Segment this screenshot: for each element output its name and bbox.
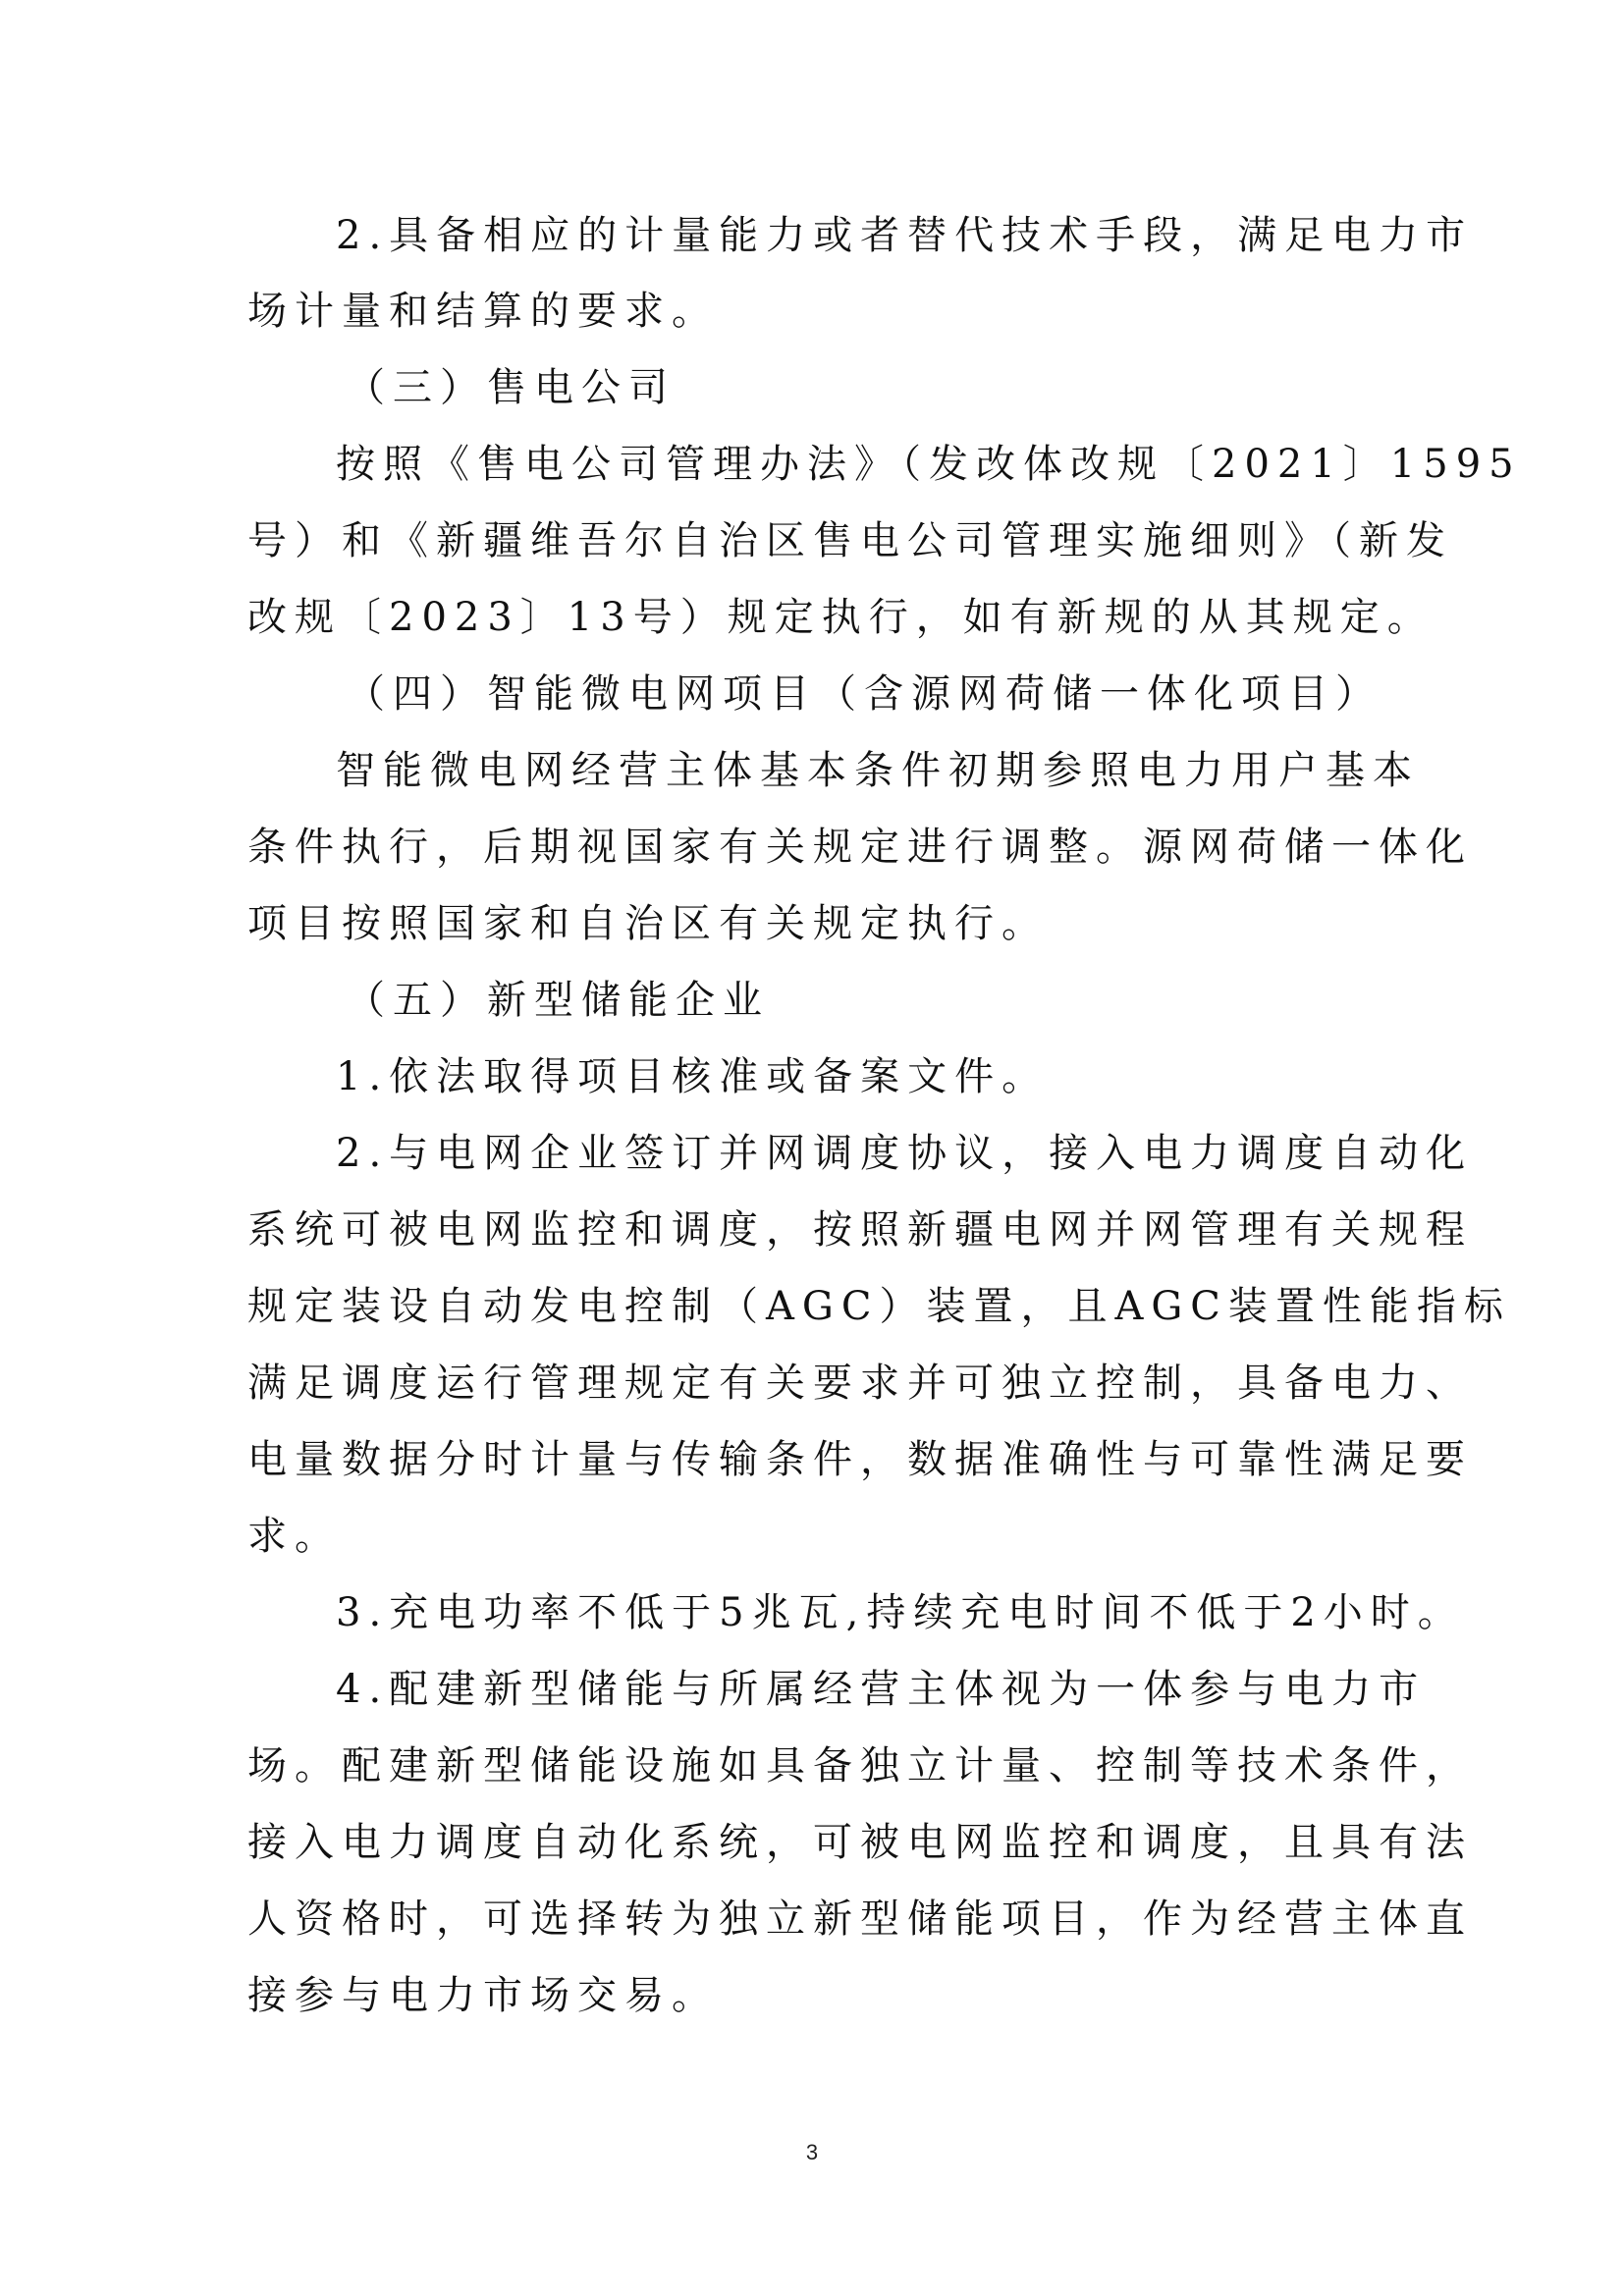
text-line: 1.依法取得项目核准或备案文件。: [336, 1054, 1050, 1099]
section-heading: （四）智能微电网项目（含源网荷储一体化项目）: [346, 671, 1382, 717]
text-line: 规定装设自动发电控制（AGC）装置，且AGC装置性能指标: [247, 1284, 1511, 1329]
text-line: 接参与电力市场交易。: [247, 1973, 719, 2018]
text-line: 2.具备相应的计量能力或者替代技术手段，满足电力市: [336, 213, 1474, 258]
text-line: 2.与电网企业签订并网调度协议，接入电力调度自动化: [336, 1131, 1474, 1176]
text-line: 人资格时，可选择转为独立新型储能项目，作为经营主体直: [247, 1896, 1473, 1942]
text-line: 满足调度运行管理规定有关要求并可独立控制，具备电力、: [247, 1361, 1473, 1406]
text-line: 4.配建新型储能与所属经营主体视为一体参与电力市: [336, 1667, 1427, 1712]
text-line: 电量数据分时计量与传输条件，数据准确性与可靠性满足要: [247, 1437, 1473, 1482]
text-line: 条件执行，后期视国家有关规定进行调整。源网荷储一体化: [247, 825, 1473, 870]
page-number: 3: [805, 2140, 819, 2164]
text-line: 改规〔2023〕13号）规定执行，如有新规的从其规定。: [247, 595, 1435, 640]
section-heading: （三）售电公司: [346, 365, 676, 410]
text-line: 求。: [247, 1514, 342, 1559]
text-line: 智能微电网经营主体基本条件初期参照电力用户基本: [336, 748, 1420, 793]
text-line: 场。配建新型储能设施如具备独立计量、控制等技术条件，: [247, 1743, 1473, 1789]
text-line: 场计量和结算的要求。: [247, 289, 719, 334]
text-line: 系统可被电网监控和调度，按照新疆电网并网管理有关规程: [247, 1207, 1473, 1253]
text-line: 项目按照国家和自治区有关规定执行。: [247, 901, 1049, 946]
text-line: 接入电力调度自动化系统，可被电网监控和调度，且具有法: [247, 1820, 1473, 1865]
text-line: 号）和《新疆维吾尔自治区售电公司管理实施细则》（新发: [247, 518, 1453, 563]
section-heading: （五）新型储能企业: [346, 978, 770, 1023]
text-line: 按照《售电公司管理办法》（发改体改规〔2021〕1595: [336, 442, 1522, 487]
text-line: 3.充电功率不低于5兆瓦,持续充电时间不低于2小时。: [336, 1590, 1465, 1635]
